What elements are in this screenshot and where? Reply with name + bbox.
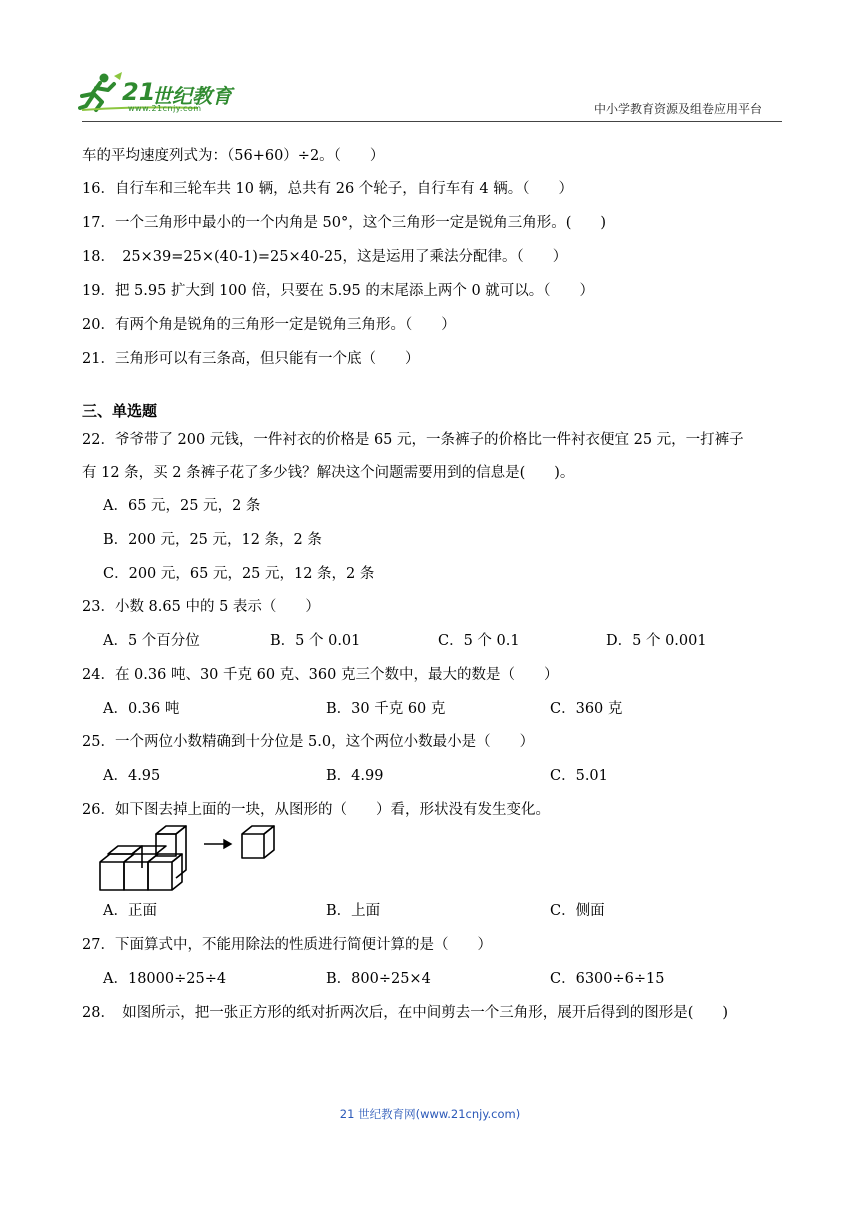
q23-option-b: B．5 个 0.01 xyxy=(270,633,361,649)
question-26: 26．如下图去掉上面的一块，从图形的（ ）看，形状没有发生变化。 xyxy=(82,802,550,818)
q23-option-a: A．5 个百分位 xyxy=(103,633,200,649)
platform-name: 中小学教育资源及组卷应用平台 xyxy=(594,102,763,116)
q22-option-a: A．65 元，25 元，2 条 xyxy=(103,498,261,514)
q25-option-b: B．4.99 xyxy=(326,768,384,784)
question-24: 24．在 0.36 吨、30 千克 60 克、360 克三个数中，最大的数是（ ） xyxy=(82,667,559,683)
question-21: 21．三角形可以有三条高，但只能有一个底（ ） xyxy=(82,351,420,367)
question-17: 17．一个三角形中最小的一个内角是 50°，这个三角形一定是锐角三角形。( ) xyxy=(82,215,607,231)
question-22-line2: 有 12 条，买 2 条裤子花了多少钱？解决这个问题需要用到的信息是( )。 xyxy=(82,465,575,481)
continued-line: 车的平均速度列式为：（56+60）÷2。（ ） xyxy=(82,148,385,164)
q25-option-c: C．5.01 xyxy=(550,768,608,784)
cube-figure xyxy=(98,824,280,894)
header-rule xyxy=(82,121,782,122)
question-23: 23．小数 8.65 中的 5 表示（ ） xyxy=(82,599,320,615)
q24-option-b: B．30 千克 60 克 xyxy=(326,701,446,717)
logo-number: 21 xyxy=(122,78,156,106)
question-16: 16．自行车和三轮车共 10 辆，总共有 26 个轮子，自行车有 4 辆。（ ） xyxy=(82,181,573,197)
logo-url: www.21cnjy.com xyxy=(128,104,202,113)
q22-option-b: B．200 元，25 元，12 条，2 条 xyxy=(103,532,322,548)
q26-option-b: B．上面 xyxy=(326,903,381,919)
footer-link[interactable]: 21 世纪教育网(www.21cnjy.com) xyxy=(339,1107,521,1121)
question-22-line1: 22．爷爷带了 200 元钱，一件衬衣的价格是 65 元，一条裤子的价格比一件衬衣便宜 25 元，一打裤子 xyxy=(82,432,744,448)
question-28: 28． 如图所示，把一张正方形的纸对折两次后，在中间剪去一个三角形，展开后得到的图形是( ) xyxy=(82,1005,729,1021)
logo-title: 世纪教育 xyxy=(152,84,232,108)
q26-option-a: A．正面 xyxy=(103,903,157,919)
q27-option-b: B．800÷25×4 xyxy=(326,971,431,987)
q23-option-c: C．5 个 0.1 xyxy=(438,633,520,649)
q22-option-c: C．200 元，65 元，25 元，12 条，2 条 xyxy=(103,566,375,582)
q25-option-a: A．4.95 xyxy=(103,768,161,784)
question-20: 20．有两个角是锐角的三角形一定是锐角三角形。（ ） xyxy=(82,317,456,333)
question-19: 19．把 5.95 扩大到 100 倍，只要在 5.95 的末尾添上两个 0 就可以。（ ） xyxy=(82,283,595,299)
question-25: 25．一个两位小数精确到十分位是 5.0，这个两位小数最小是（ ） xyxy=(82,734,535,750)
q24-option-a: A．0.36 吨 xyxy=(103,701,180,717)
q23-option-d: D．5 个 0.001 xyxy=(606,633,707,649)
q27-option-a: A．18000÷25÷4 xyxy=(103,971,227,987)
question-18: 18． 25×39=25×(40-1)=25×40-25，这是运用了乘法分配律。（ ） xyxy=(82,249,568,265)
q27-option-c: C．6300÷6÷15 xyxy=(550,971,665,987)
question-27: 27．下面算式中，不能用除法的性质进行简便计算的是（ ） xyxy=(82,937,492,953)
q24-option-c: C．360 克 xyxy=(550,701,623,717)
section-title: 三、单选题 xyxy=(82,402,158,420)
q26-option-c: C．侧面 xyxy=(550,903,605,919)
